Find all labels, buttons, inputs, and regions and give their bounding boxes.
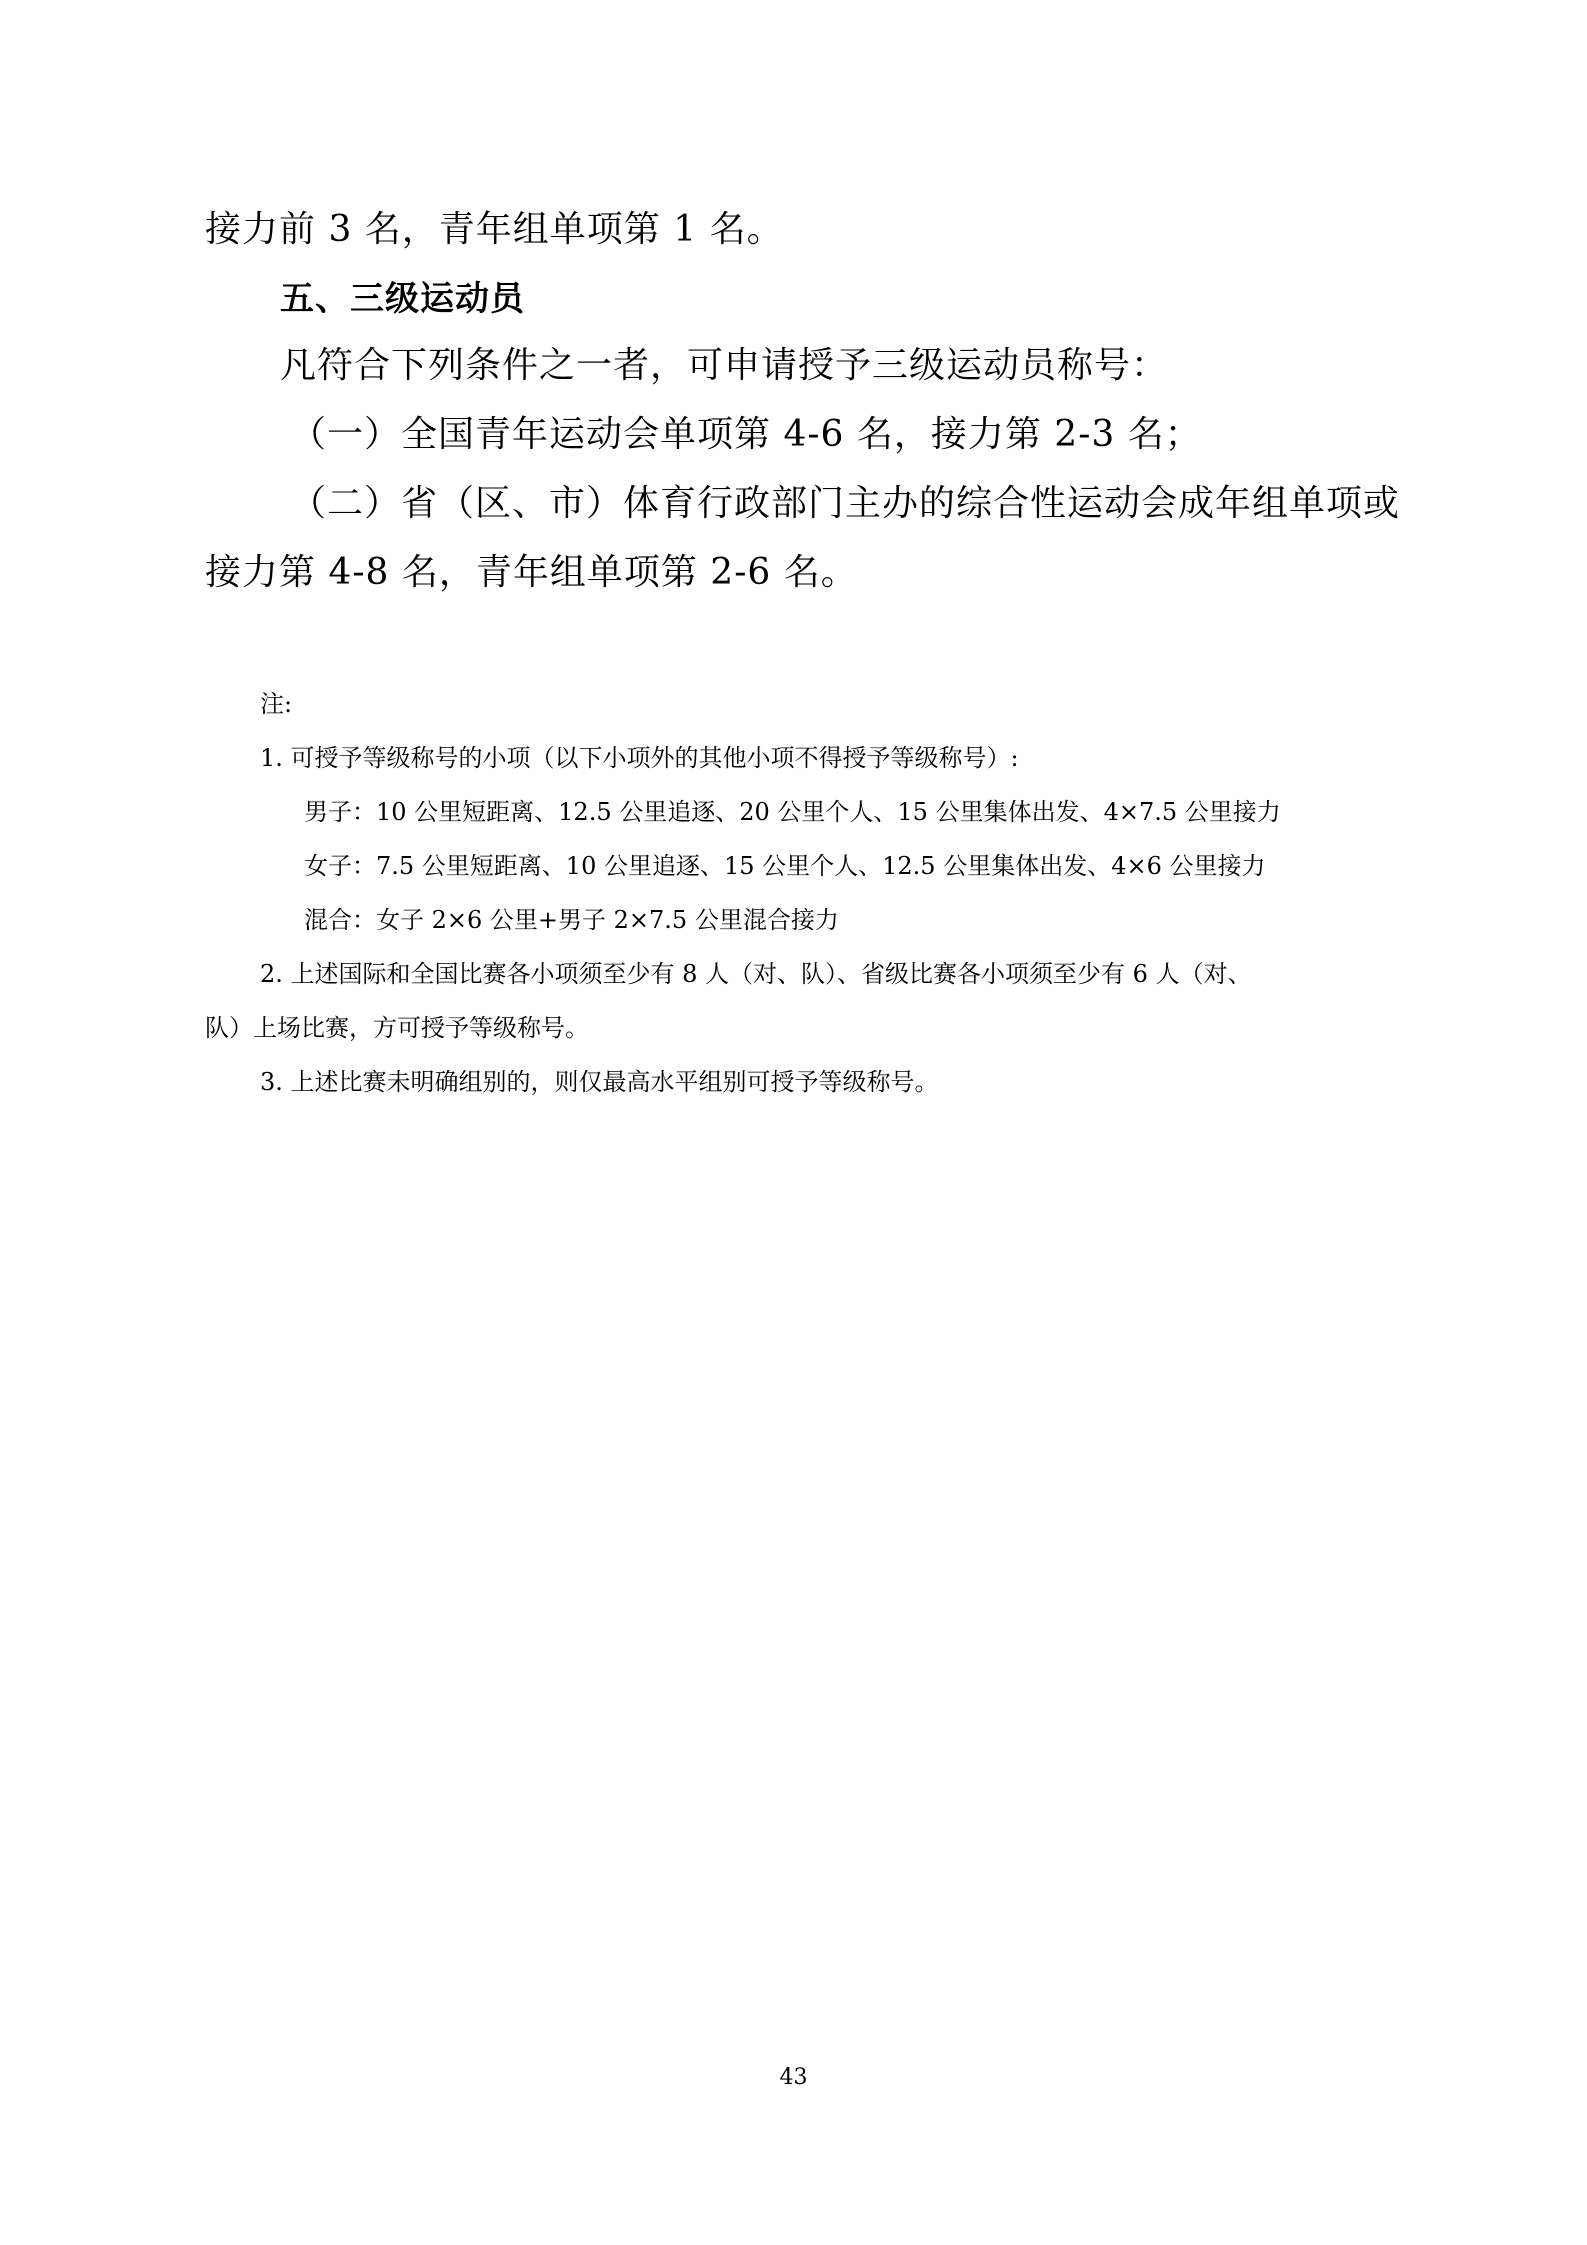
note-3: 3. 上述比赛未明确组别的，则仅最高水平组别可授予等级称号。 xyxy=(260,1068,939,1096)
note-2: 2. 上述国际和全国比赛各小项须至少有 8 人（对、队）、省级比赛各小项须至少有 6 人（对、 xyxy=(260,960,1252,988)
note-1-women-events: 女子：7.5 公里短距离、10 公里追逐、15 公里个人、12.5 公里集体出发、4×6 公里接力 xyxy=(304,852,1266,880)
page-number: 43 xyxy=(779,2065,808,2090)
notes-label: 注: xyxy=(260,690,293,718)
section-heading: 五、三级运动员 xyxy=(280,279,525,319)
list-item-2-continuation: 接力第 4-8 名，青年组单项第 2-6 名。 xyxy=(205,552,858,593)
note-2-continuation: 队）上场比赛，方可授予等级称号。 xyxy=(205,1014,589,1042)
list-item-1: （一）全国青年运动会单项第 4-6 名，接力第 2-3 名； xyxy=(290,414,1202,455)
note-1: 1. 可授予等级称号的小项（以下小项外的其他小项不得授予等级称号）: xyxy=(260,744,1019,772)
continuation-line: 接力前 3 名，青年组单项第 1 名。 xyxy=(205,209,784,250)
list-item-2: （二）省（区、市）体育行政部门主办的综合性运动会成年组单项或 xyxy=(290,483,1401,524)
intro-paragraph: 凡符合下列条件之一者，可申请授予三级运动员称号： xyxy=(280,345,1169,386)
note-1-men-events: 男子：10 公里短距离、12.5 公里追逐、20 公里个人、15 公里集体出发、4×7.5 公里接力 xyxy=(304,798,1281,826)
note-1-mixed-events: 混合：女子 2×6 公里+男子 2×7.5 公里混合接力 xyxy=(304,906,839,934)
